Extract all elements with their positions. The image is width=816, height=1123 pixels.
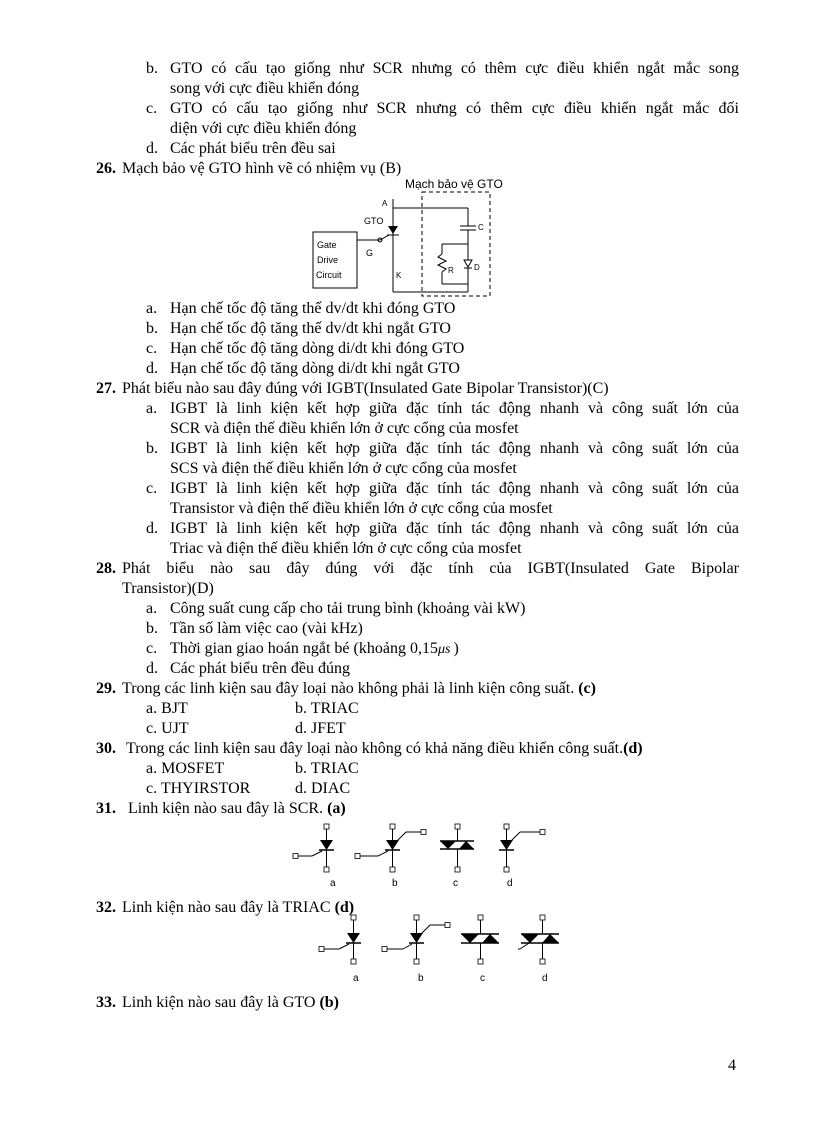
q25-option-c-line2: diện với cực điều khiển đóng	[170, 120, 357, 137]
q27-question: Phát biểu nào sau đây đúng với IGBT(Insulated Gate Bipolar Transistor)(C)	[122, 380, 609, 397]
label-c: C	[478, 223, 484, 232]
label-k: K	[396, 271, 402, 280]
q29-question	[122, 679, 596, 699]
gate-drive-line2: Drive	[317, 255, 339, 265]
q31-label-d: d	[507, 878, 513, 889]
q28-option-d-letter: d.	[146, 660, 158, 677]
q26-number: 26.	[96, 160, 116, 177]
q28-option-a-text: Công suất cung cấp cho tải trung bình (khoảng vài kW)	[170, 600, 526, 617]
q30-number: 30.	[96, 740, 116, 757]
q26-option-b-letter: b.	[146, 320, 158, 337]
protection-title: Mạch bảo vệ GTO	[405, 177, 503, 191]
q25-option-c-line1: GTO có cấu tạo giống như SCR nhưng có thêm cực điều khiển ngắt mắc đối	[170, 100, 739, 117]
q27-option-c-letter: c.	[146, 480, 158, 497]
q32-symbols	[315, 913, 575, 985]
q30-question	[126, 739, 643, 759]
q26-option-a-letter: a.	[146, 300, 158, 317]
label-a: A	[382, 199, 388, 208]
q28-option-c-main: Thời gian giao hoán ngắt bé (khoảng 0,15	[170, 640, 438, 657]
q26-option-d-letter: d.	[146, 360, 158, 377]
q31-number: 31.	[96, 800, 116, 817]
q25-option-d-text: Các phát biểu trên đều sai	[170, 140, 336, 157]
label-d: D	[474, 263, 480, 272]
q31-symbol-a	[293, 824, 334, 872]
q30-answer: (d)	[623, 740, 643, 757]
q32-symbol-a	[319, 915, 361, 964]
q33-answer: (b)	[319, 994, 339, 1011]
q28-option-a-letter: a.	[146, 600, 158, 617]
q32-symbol-b	[382, 915, 450, 964]
q31-label-b: b	[392, 878, 398, 889]
label-g: G	[366, 248, 374, 258]
q32-label-c: c	[480, 973, 485, 984]
q27-option-b-line2: SCS và điện thế điều khiển lớn ở cực cổng của mosfet	[170, 460, 517, 477]
q26-option-b-text: Hạn chế tốc độ tăng thế dv/dt khi ngắt GTO	[170, 320, 451, 337]
q28-question-line1: Phát biểu nào sau đây đúng với đặc tính của IGBT(Insulated Gate Bipolar	[122, 560, 739, 577]
q28-option-c-text	[170, 639, 459, 660]
gto-protection-circuit	[310, 174, 530, 300]
q27-option-b-letter: b.	[146, 440, 158, 457]
q32-question-text: Linh kiện nào sau đây là TRIAC	[122, 899, 331, 916]
q29-option-a: a. BJT	[146, 700, 188, 717]
q32-number: 32.	[96, 899, 116, 916]
q27-option-a-line2: SCR và điện thế điều khiển lớn ở cực cổng của mosfet	[170, 420, 519, 437]
gate-drive-line1: Gate	[317, 240, 337, 250]
q27-option-d-letter: d.	[146, 520, 158, 537]
q25-option-b-line1: GTO có cấu tạo giống như SCR nhưng có thêm cực điều khiển ngắt mắc song	[170, 60, 739, 77]
q33-question	[122, 993, 339, 1013]
q25-option-b-letter: b.	[146, 60, 158, 77]
q29-answer: (c)	[578, 680, 596, 697]
q33-question-text: Linh kiện nào sau đây là GTO	[122, 994, 316, 1011]
q32-symbol-d	[518, 915, 559, 964]
label-r: R	[448, 266, 454, 275]
q28-option-c-unit: μs	[437, 642, 451, 657]
q30-option-d: d. DIAC	[295, 780, 351, 797]
q29-option-d: d. JFET	[295, 720, 346, 737]
q28-number: 28.	[96, 560, 116, 577]
resistor-symbol	[438, 254, 446, 272]
q27-option-d-line1: IGBT là linh kiện kết hợp giữa đặc tính tác động nhanh và công suất lớn của	[170, 520, 739, 537]
q26-option-c-text: Hạn chế tốc độ tăng dòng di/dt khi đóng GTO	[170, 340, 465, 357]
q25-option-c-letter: c.	[146, 100, 158, 117]
q31-symbols	[288, 820, 548, 892]
q29-question-text: Trong các linh kiện sau đây loại nào không phải là linh kiện công suất.	[122, 680, 575, 697]
gate-drive-line3: Circuit	[316, 270, 342, 280]
q32-label-a: a	[353, 973, 359, 984]
q26-option-d-text: Hạn chế tốc độ tăng dòng di/dt khi ngắt GTO	[170, 360, 460, 377]
q32-label-d: d	[542, 973, 548, 984]
q28-option-b-letter: b.	[146, 620, 158, 637]
gto-symbol	[388, 226, 398, 234]
q31-question-text: Linh kiện nào sau đây là SCR.	[128, 800, 324, 817]
q26-option-a-text: Hạn chế tốc độ tăng thế dv/dt khi đóng GTO	[170, 300, 456, 317]
q27-number: 27.	[96, 380, 116, 397]
q27-option-b-line1: IGBT là linh kiện kết hợp giữa đặc tính tác động nhanh và công suất lớn của	[170, 440, 739, 457]
q27-option-c-line1: IGBT là linh kiện kết hợp giữa đặc tính tác động nhanh và công suất lớn của	[170, 480, 739, 497]
q31-symbol-d	[499, 824, 545, 872]
q27-option-c-line2: Transistor và điện thế điều khiển lớn ở cực cổng của mosfet	[170, 500, 553, 517]
q31-symbol-b	[355, 824, 426, 872]
diode-symbol	[464, 260, 472, 267]
q32-label-b: b	[418, 973, 424, 984]
q26-option-c-letter: c.	[146, 340, 158, 357]
q31-label-a: a	[330, 878, 336, 889]
q30-option-c: c. THYIRSTOR	[146, 780, 251, 797]
q30-option-b: b. TRIAC	[295, 760, 359, 777]
q30-option-a: a. MOSFET	[146, 760, 225, 777]
q31-answer: (a)	[327, 800, 346, 817]
label-gto: GTO	[364, 216, 384, 226]
q28-option-d-text: Các phát biểu trên đều đúng	[170, 660, 350, 677]
q26-question: Mạch bảo vệ GTO hình vẽ có nhiệm vụ (B)	[122, 160, 402, 177]
q32-answer: (d)	[334, 899, 355, 916]
q28-option-c-tail: )	[453, 640, 459, 657]
q25-option-b-line2: song với cực điều khiển đóng	[170, 80, 360, 97]
q31-symbol-c	[440, 824, 474, 872]
q33-number: 33.	[96, 994, 116, 1011]
q28-question-line2: Transistor)(D)	[122, 580, 214, 597]
q27-option-d-line2: Triac và điện thế điều khiển lớn ở cực cổng của mosfet	[170, 540, 522, 557]
q28-option-c-letter: c.	[146, 640, 158, 657]
q28-option-b-text: Tần số làm việc cao (vài kHz)	[170, 620, 363, 637]
q31-label-c: c	[453, 878, 458, 889]
q25-option-d-letter: d.	[146, 140, 158, 157]
q29-number: 29.	[96, 680, 116, 697]
q27-option-a-line1: IGBT là linh kiện kết hợp giữa đặc tính tác động nhanh và công suất lớn của	[170, 400, 739, 417]
page-number: 4	[728, 1057, 736, 1074]
q29-option-c: c. UJT	[146, 720, 189, 737]
q27-option-a-letter: a.	[146, 400, 158, 417]
q31-question	[128, 799, 346, 819]
q29-option-b: b. TRIAC	[295, 700, 359, 717]
q30-question-text: Trong các linh kiện sau đây loại nào không có khả năng điều khiển công suất.	[126, 740, 624, 757]
q32-symbol-c	[461, 915, 499, 964]
